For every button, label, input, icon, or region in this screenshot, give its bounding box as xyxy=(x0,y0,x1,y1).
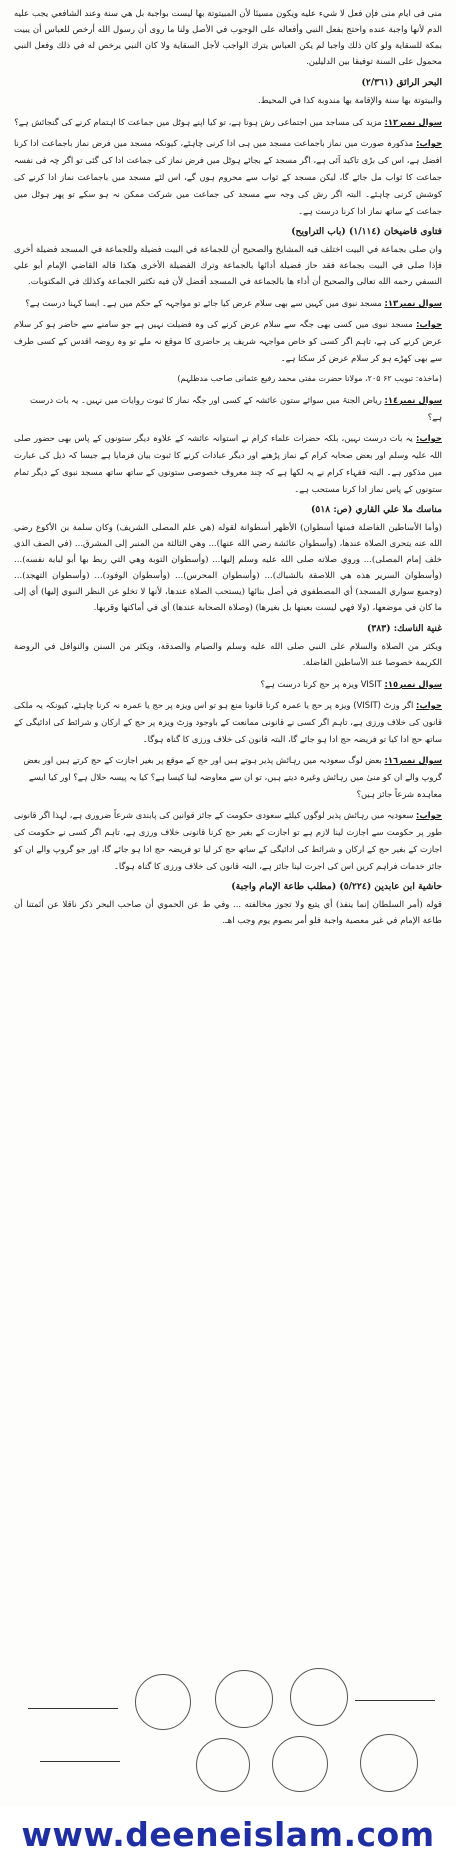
seal-stamp xyxy=(215,1670,273,1728)
arabic-paragraph xyxy=(14,897,442,929)
block-text: ويكثر من الصلاة والسلام على النبي صلى الله عليه وسلم والصيام والصدقة، ويكثر من السنن والنوافل في الروضة الكريمة خصوصا عند الأساطين الفاضلة. xyxy=(14,642,442,668)
block-text: منی فی ايام منی فإن فعل لا شيء عليه ويكون مسيئا لأن المبيتوتة بها ليست بواجبة بل هي سنة وعند الشافعي يجب عليه الدم لأنها واجبة عنده واحتج بفعل النبي وأفعاله على الوجوب في الأصل ولنا ما روی أن رسول الله أرخص للعباس أن يبيت بمكة للسقاية ولو كان ذلك واجبا لم يكن العباس يترك الواجب لأجل السقاية ولا كان النبي يرخص له في ذلك وفعل النبي محمول على السنة توفيقا بين الدليلين. xyxy=(14,9,442,67)
signatures-and-seals xyxy=(10,1660,446,1800)
block-text: البحر الرائق (٢/٣٦١) xyxy=(361,77,442,88)
block-text: مسجد نبوی میں کسی بھی جگہ سے سلام عرض کرنے کی وہ فضیلت نہیں ہے جو سامنے سے حاضر ہو کر سلام عرض کرنے کی ہے، تاہم اگر کسی کو خاص مواجہہ شریف پر حاضری کا موقع نہ ملے تو وہ روضہ اقدس کے کسی طرف سے بھی کھڑے ہو کر سلام عرض کر سکتا ہے۔ xyxy=(14,319,442,363)
source-heading xyxy=(14,621,442,637)
block-text: مزید کی مساجد میں اجتماعی رش ہوتا ہے، تو کیا اپنے ہوٹل میں جماعت کا اہتمام کرنے کی گنجائش ہے؟ xyxy=(14,117,382,127)
signature xyxy=(40,1745,120,1762)
source-heading xyxy=(14,224,442,240)
block-text: مناسك ملا علي القاري (ص: ٥١٨) xyxy=(311,504,442,515)
block-text: مسجد نبوی میں کہیں سے بھی سلام عرض کیا جائے تو مواجہہ کے حکم میں ہے۔ ایسا کہنا درست ہے؟ xyxy=(25,298,382,308)
answer-label: جواب: xyxy=(416,810,442,820)
block-text: غنية الناسك: (٣٨٣) xyxy=(367,623,442,634)
seal-stamp xyxy=(360,1734,418,1792)
block-text: (وأما الأساطين الفاضلة فمنها أسطوان) الأظهر أسطوانة لقوله (هي علم المصلى الشريف) وكان سلمة بن الأكوع رضي الله عنه يتحرى الصلاة عندها، (وأسطوان عائشة رضي الله عنها)... وهي الثالثة من المنبر إلى المشرق... (في الصف الذي خلف إمام المصلى)... وروي صلاته صلى الله عليه وسلم إليها... (وأسطوان التوبة وهي التي ربط بها أبو لبابة نفسه)... (وأسطوان السرير هذه هي اللاصقة بالشباك)... (وأسطوان المحرس)... (وأسطوان الوفود)... (وأسطوان التهجد)... (وجميع سواري المسجد) أي المصطفوي في أصل بنائها (يستحب الصلاة عندها، لأنها لا تخلو عن النظر النبوي إليها) أي إلى ما كان في موضعها، (ولا فهي ليست بعينها بل بغيرها) (وصلاة الصحابة عندها) أي في أماكنها وقربها. xyxy=(14,523,442,613)
arabic-paragraph xyxy=(14,93,442,109)
arabic-paragraph xyxy=(14,6,442,70)
seal-stamp xyxy=(290,1668,348,1726)
seal-stamp xyxy=(135,1674,191,1730)
question xyxy=(14,295,442,312)
answer xyxy=(14,135,442,220)
question-label: سوال نمبر١٥: xyxy=(384,679,442,689)
answer xyxy=(14,316,442,367)
site-url[interactable]: www.deeneislam.com xyxy=(21,1815,435,1854)
answer-label: جواب: xyxy=(416,700,442,710)
answer xyxy=(14,697,442,748)
answer-label: جواب: xyxy=(416,319,442,329)
seal-stamp xyxy=(196,1738,250,1792)
seal-stamp xyxy=(272,1736,328,1792)
signature xyxy=(355,1682,435,1701)
arabic-paragraph xyxy=(14,520,442,616)
arabic-paragraph xyxy=(14,242,442,290)
block-text: حاشية ابن عابدين (٥/٢٢٤) (مطلب طاعة الإمام واجبة) xyxy=(231,881,442,892)
site-footer xyxy=(0,1806,456,1864)
arabic-paragraph xyxy=(14,639,442,671)
reference-note xyxy=(14,371,442,386)
answer xyxy=(14,430,442,498)
block-text: مذکورہ صورت میں نماز باجماعت مسجد میں ہی ادا کرنی چاہئے، کیونکہ مسجد میں فرض نماز باجماعت ادا کرنا افضل ہے، اس کی بڑی تاکید آئی ہے، اگر مسجد کے بجائے ہوٹل میں فرض نماز کی جماعت ادا کی گئی تو اگر چہ فی نفسہ جماعت کا ثواب مل جائے گا، لیکن مسجد کے ثواب سے محروم ہوں گے، اس لئے مسجد میں باجماعت نماز ادا کرنے کی کوشش کرنی چاہئے۔ البتہ اگر رش کی وجہ سے مسجد کی جماعت میں شرکت ممکن نہ ہو سکے تو پھر ہوٹل میں جماعت کے ساتھ نماز ادا کرنا درست ہے۔ xyxy=(14,138,442,216)
block-text: VISIT ویزہ پر حج کرنا درست ہے؟ xyxy=(260,679,382,689)
signature xyxy=(28,1690,118,1709)
question-label: سوال نمبر١٣: xyxy=(384,298,442,308)
block-text: ریاض الجنۃ میں سوائے ستون عائشہ کے کسی اور جگہ نماز کا ثبوت روایات میں نہیں۔ یہ بات درست ہے؟ xyxy=(30,395,442,422)
block-text: یہ بات درست نہیں، بلکہ حضرات علماء کرام نے استوانہ عائشہ کے علاوہ دیگر ستونوں کے پاس بھی حضور صلی اللہ علیہ وسلم اور بعض صحابہ کرام کے نماز پڑھنے اور دیگر عبادات کرنے کا ثبوت بیان فرمایا ہے جیسا کہ ذیل کی عبارت میں مذکور ہے۔ البتہ فقہاء کرام نے یہ لکھا ہے کہ چند معروف خصوصی ستونوں کے ساتھ ساتھ مسجد نبوی کے دیگر تمام ستونوں کے پاس نماز ادا کرنا مستحب ہے۔ xyxy=(14,433,442,494)
question-label: سوال نمبر١٦: xyxy=(384,755,442,765)
question xyxy=(14,114,442,131)
block-text: وان صلى بجماعة في البيت اختلف فيه المشايخ والصحيح أن للجماعة في البيت فضيلة وللجماعة في المسجد فضيلة أخرى فإذا صلى في البيت بجماعة فقد حاز فضيلة أدائها بالجماعة وترك الفضيلة الأخرى هكذا قاله القاضي الإمام أبو علي النسفي رحمه الله تعالى والصحيح أن أداء ها بالجماعة في المسجد أفضل لأن فيه تكثير الجماعة وكذلك في المكتوبات. xyxy=(14,245,442,287)
document-body xyxy=(14,6,442,934)
block-text: قوله (أمر السلطان إنما ينفذ) أي يتبع ولا تجوز مخالفته ... وفي ط عن الحموي أن صاحب البحر ذكر ناقلا عن أئمتنا أن طاعة الإمام في غير معصية واجبة فلو أمر بصوم يوم وجب اهـ. xyxy=(14,900,442,926)
answer xyxy=(14,807,442,875)
question xyxy=(14,676,442,693)
question-label: سوال نمبر١٢: xyxy=(384,117,442,127)
answer-label: جواب: xyxy=(416,138,442,148)
question xyxy=(14,392,442,426)
answer-label: جواب: xyxy=(416,433,442,443)
source-heading xyxy=(14,75,442,91)
block-text: سعودیہ میں رہائش پذیر لوگوں کیلئے سعودی حکومت کے جائز قوانین کی پابندی شرعاً ضروری ہے، لہذا اگر قانونی طور پر حکومت سے اجازت لینا لازم ہے تو اجازت کے بغیر حج کرنا قانونی خلاف ورزی ہے، تاہم اگر کسی نے حکومت کی اجازت کے بغیر حج کے ارکان و شرائط کی ادائیگی کے ساتھ حج کر لیا تو فریضہ حج ادا ہو جائے گا، اور جو گروپ والے ان کو جائز خدمات فراہم کریں اس کی اجرت لینا جائز ہے، البتہ قانون کی خلاف ورزی کا گناہ ہوگا۔ xyxy=(14,810,442,871)
block-text: والبيتوتة بها سنة والإقامة بها مندوبة كذا في المحيط. xyxy=(257,96,442,106)
question-label: سوال نمبر١٤: xyxy=(384,395,442,405)
block-text: (ماخذہ: تبویب ۶۲ ۲۰۵، مولانا حضرت مفتی محمد رفیع عثمانی صاحب مدظلہم) xyxy=(177,374,442,383)
source-heading xyxy=(14,879,442,895)
block-text: بعض لوگ سعودیہ میں رہائش پذیر ہوتے ہیں اور حج کے موقع پر بغیر اجازت کے حج کرتے ہیں اور بعض گروپ والے ان کو منیٰ میں رہائش وغیرہ دیتے ہیں، تو ان سے معاوضہ لینا کیسا ہے؟ کیا یہ پیسہ حلال ہے؟ اور کیا ایسے معاہدہ شرعاً جائز ہیں؟ xyxy=(23,755,442,799)
block-text: اگر وزٹ (VISIT) ویزہ پر حج یا عمرہ کرنا قانونا منع ہو تو اس ویزہ پر حج یا عمرہ نہ کرنا چاہئے، کیونکہ یہ ملکی قانون کی خلاف ورزی ہے، تاہم اگر کسی نے قانونی ممانعت کے باوجود وزٹ ویزہ پر حج کے ارکان و شرائط کی ادائیگی کے ساتھ حج ادا کیا تو فریضہ حج ادا ہو جائے گا، البتہ قانون کی خلاف ورزی کا گناہ ہوگا۔ xyxy=(14,700,442,744)
source-heading xyxy=(14,502,442,518)
block-text: فتاوی قاضیخان (١/١١٤) (باب التراويح) xyxy=(291,226,442,237)
question xyxy=(14,752,442,803)
